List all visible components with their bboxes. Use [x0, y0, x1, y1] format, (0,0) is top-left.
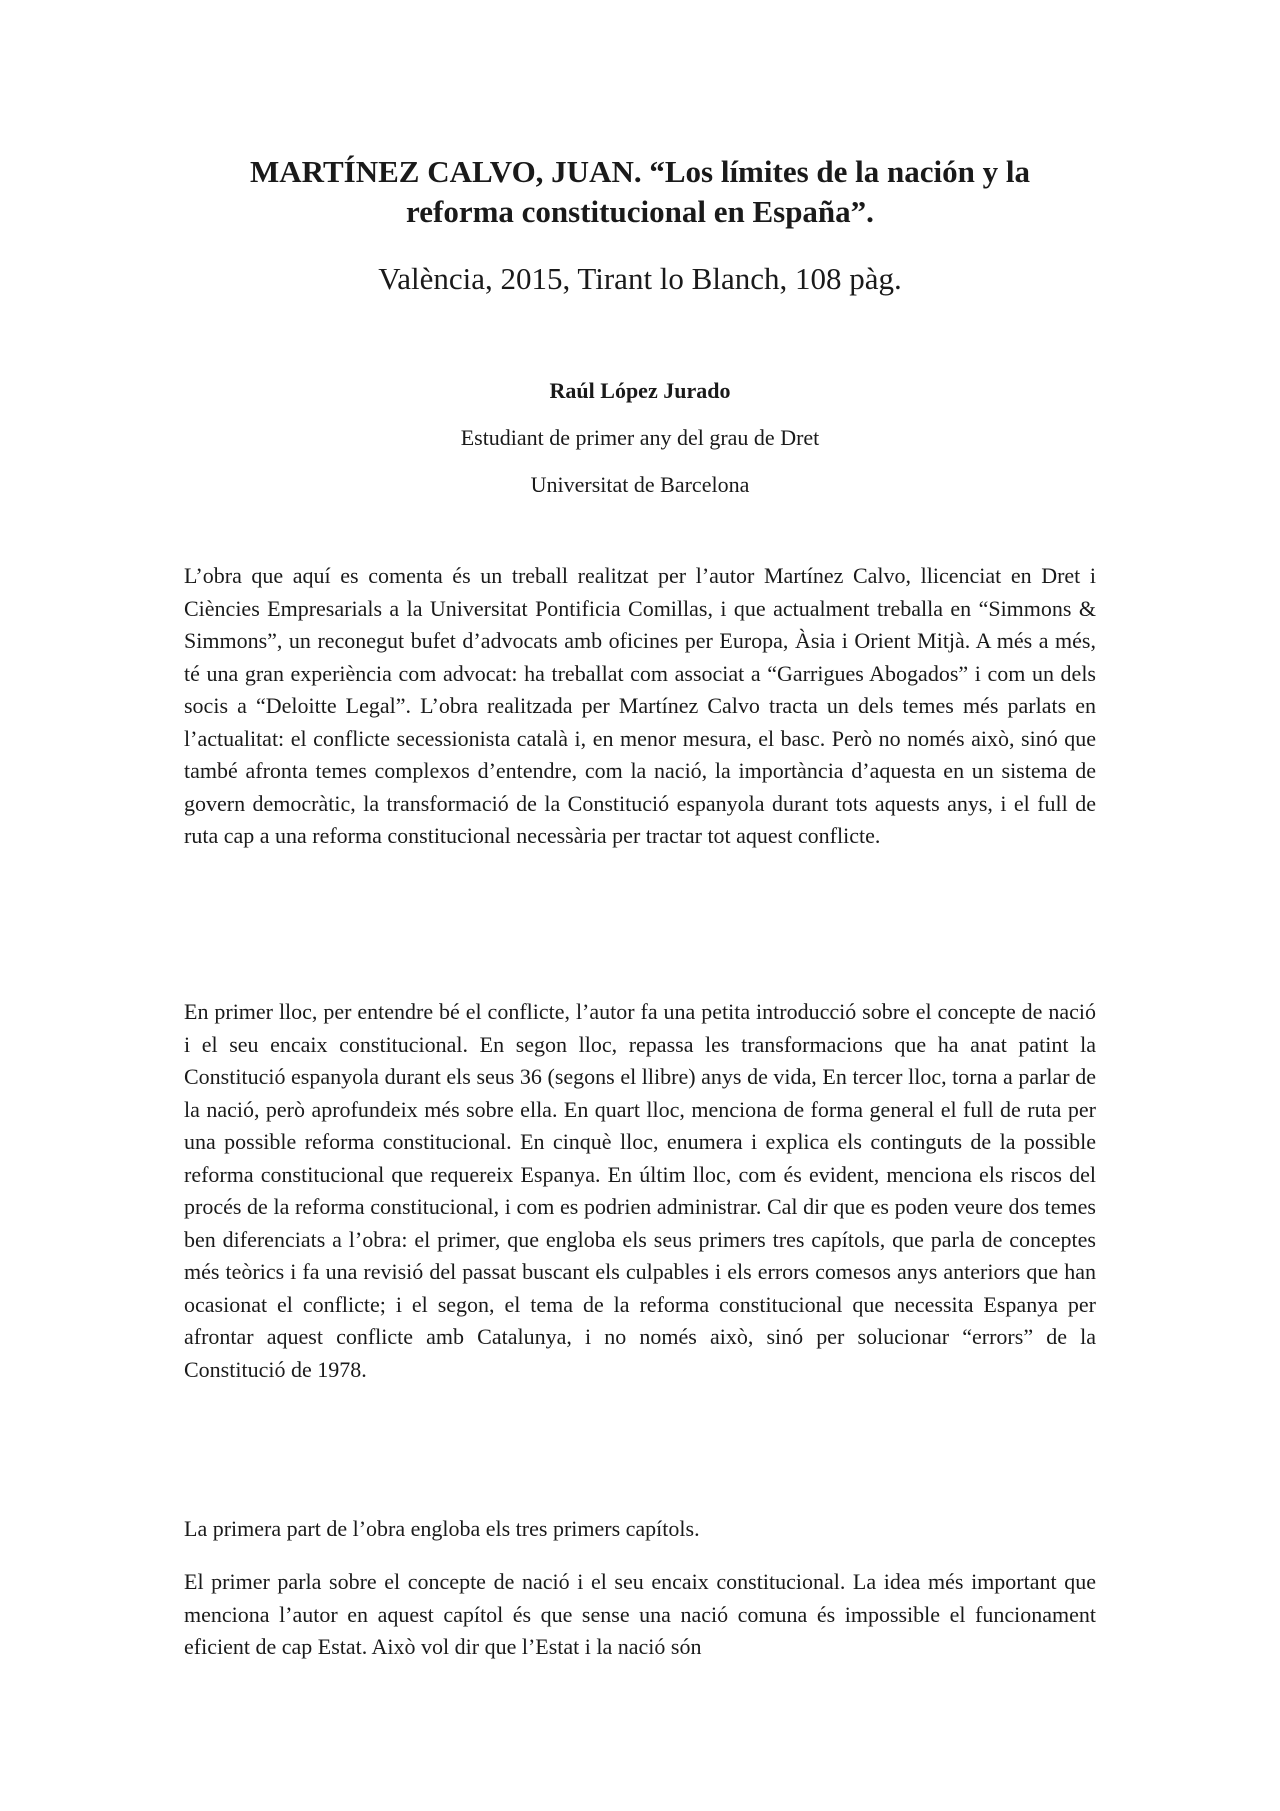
author-role: Estudiant de primer any del grau de Dret [460, 425, 820, 450]
review-title-line-2: reforma constitucional en España”. [406, 194, 874, 229]
paragraph-2: En primer lloc, per entendre bé el conflicte, l’autor fa una petita introducció sobre el concepte de nació i el seu encaix constitucional. En segon lloc, repassa les transformacions que ha anat patint la Constitució espanyola durant els seus 36 (segons el llibre) anys de vida, En tercer lloc, torna a parlar de la nació, però aprofundeix més sobre ella. En quart lloc, menciona de forma general el full de ruta per una possible reforma constitucional. En cinquè lloc, enumera i explica els continguts de la possible reforma constitucional que requereix Espanya. En últim lloc, com és evident, menciona els riscos del procés de la reforma constitucional, i com es podrien administrar. Cal dir que es poden veure dos temes ben diferenciats a l’obra: el primer, que engloba els seus primers tres capítols, que parla de conceptes més teòrics i fa una revisió del passat buscant els culpables i els errors comesos anys anteriors que han ocasionat el conflicte; i el segon, el tema de la reforma constitucional que necessita Espanya per afrontar aquest conflicte amb Catalunya, i no només això, sinó per solucionar “errors” de la Constitució de 1978. [184, 999, 1096, 1382]
paragraph-1: L’obra que aquí es comenta és un treball realitzat per l’autor Martínez Calvo, llicenciat en Dret i Ciències Empresarials a la Universitat Pontificia Comillas, i que actualment treballa en “Simmons & Simmons”, un reconegut bufet d’advocats amb oficines per Europa, Àsia i Orient Mitjà. A més a més, té una gran experiència com advocat: ha treballat com associat a “Garrigues Abogados” i com un dels socis a “Deloitte Legal”. L’obra realitzada per Martínez Calvo tracta un dels temes més parlats en l’actualitat: el conflicte secessionista català i, en menor mesura, el basc. Però no només això, sinó que també afronta temes complexos d’entendre, com la nació, la importància d’aquesta en un sistema de govern democràtic, la transformació de la Constitució espanyola durant tots aquests anys, i el full de ruta cap a una reforma constitucional necessària per tractar tot aquest conflicte. [184, 563, 1096, 848]
paragraph-4: El primer parla sobre el concepte de nació i el seu encaix constitucional. La idea més important que menciona l’autor en aquest capítol és que sense una nació comuna és impossible el funcionament eficient de cap Estat. Això vol dir que l’Estat i la nació són [184, 1569, 1096, 1659]
publication-details: València, 2015, Tirant lo Blanch, 108 pàg. [378, 261, 902, 296]
author-institution: Universitat de Barcelona [530, 472, 750, 497]
review-title-line-1: MARTÍNEZ CALVO, JUAN. “Los límites de la nación y la [250, 154, 1030, 189]
paragraph-3: La primera part de l’obra engloba els tres primers capítols. [184, 1516, 700, 1541]
author-name: Raúl López Jurado [549, 378, 731, 403]
review-title [150, 152, 1130, 232]
author-block [150, 375, 1130, 501]
